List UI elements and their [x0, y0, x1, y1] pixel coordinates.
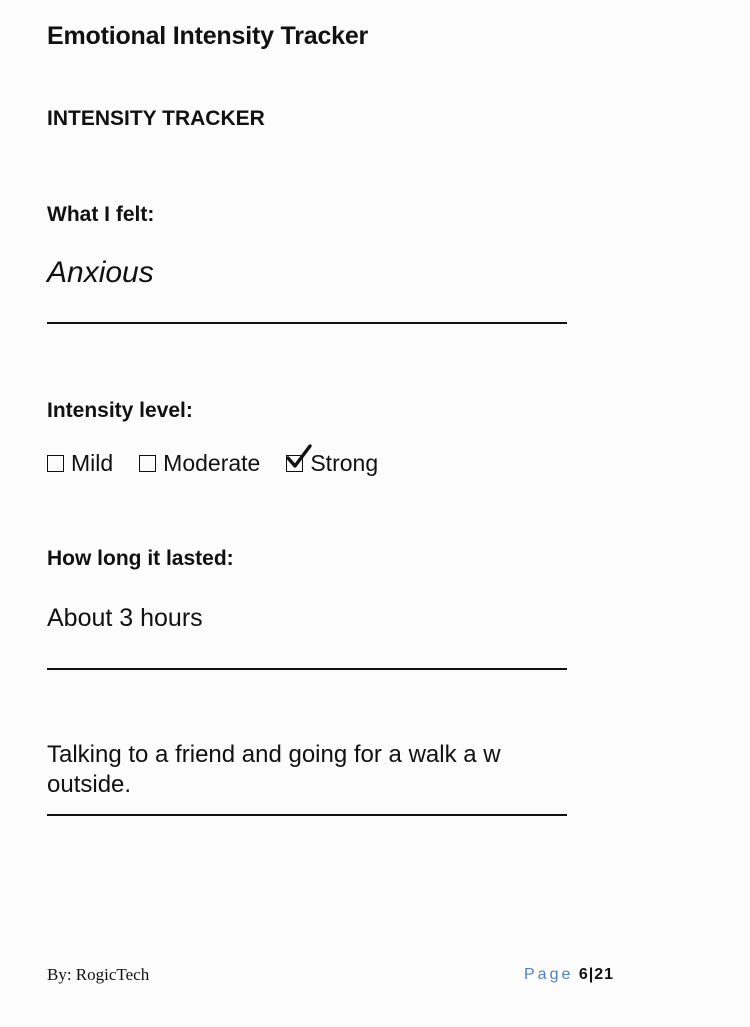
intensity-options — [47, 450, 404, 477]
how-long-label: How long it lasted: — [47, 547, 234, 570]
mild-label: Mild — [71, 450, 114, 476]
strong-checkbox[interactable] — [286, 455, 303, 472]
moderate-checkbox[interactable] — [139, 455, 156, 472]
what-i-felt-underline — [47, 322, 567, 324]
footer-author: By: RogicTech — [47, 965, 150, 984]
footer-page-indicator — [524, 966, 614, 984]
intensity-option-strong[interactable] — [286, 450, 378, 477]
intensity-level-label: Intensity level: — [47, 399, 193, 422]
section-title: INTENSITY TRACKER — [47, 107, 265, 130]
strong-label: Strong — [310, 450, 379, 476]
what-i-felt-label: What I felt: — [47, 203, 155, 226]
moderate-label: Moderate — [163, 450, 261, 476]
coping-answer: Talking to a friend and going for a walk a w outside. — [47, 741, 501, 798]
checkmark-icon — [285, 444, 313, 472]
document-title: Emotional Intensity Tracker — [47, 22, 369, 50]
page-number: 6|21 — [578, 966, 614, 983]
intensity-option-mild[interactable] — [47, 450, 113, 477]
how-long-answer: About 3 hours — [47, 604, 203, 632]
mild-checkbox[interactable] — [47, 455, 64, 472]
what-i-felt-answer: Anxious — [47, 256, 154, 289]
coping-underline — [47, 814, 567, 816]
how-long-underline — [47, 668, 567, 670]
page-word: Page — [524, 966, 574, 983]
intensity-option-moderate[interactable] — [139, 450, 260, 477]
